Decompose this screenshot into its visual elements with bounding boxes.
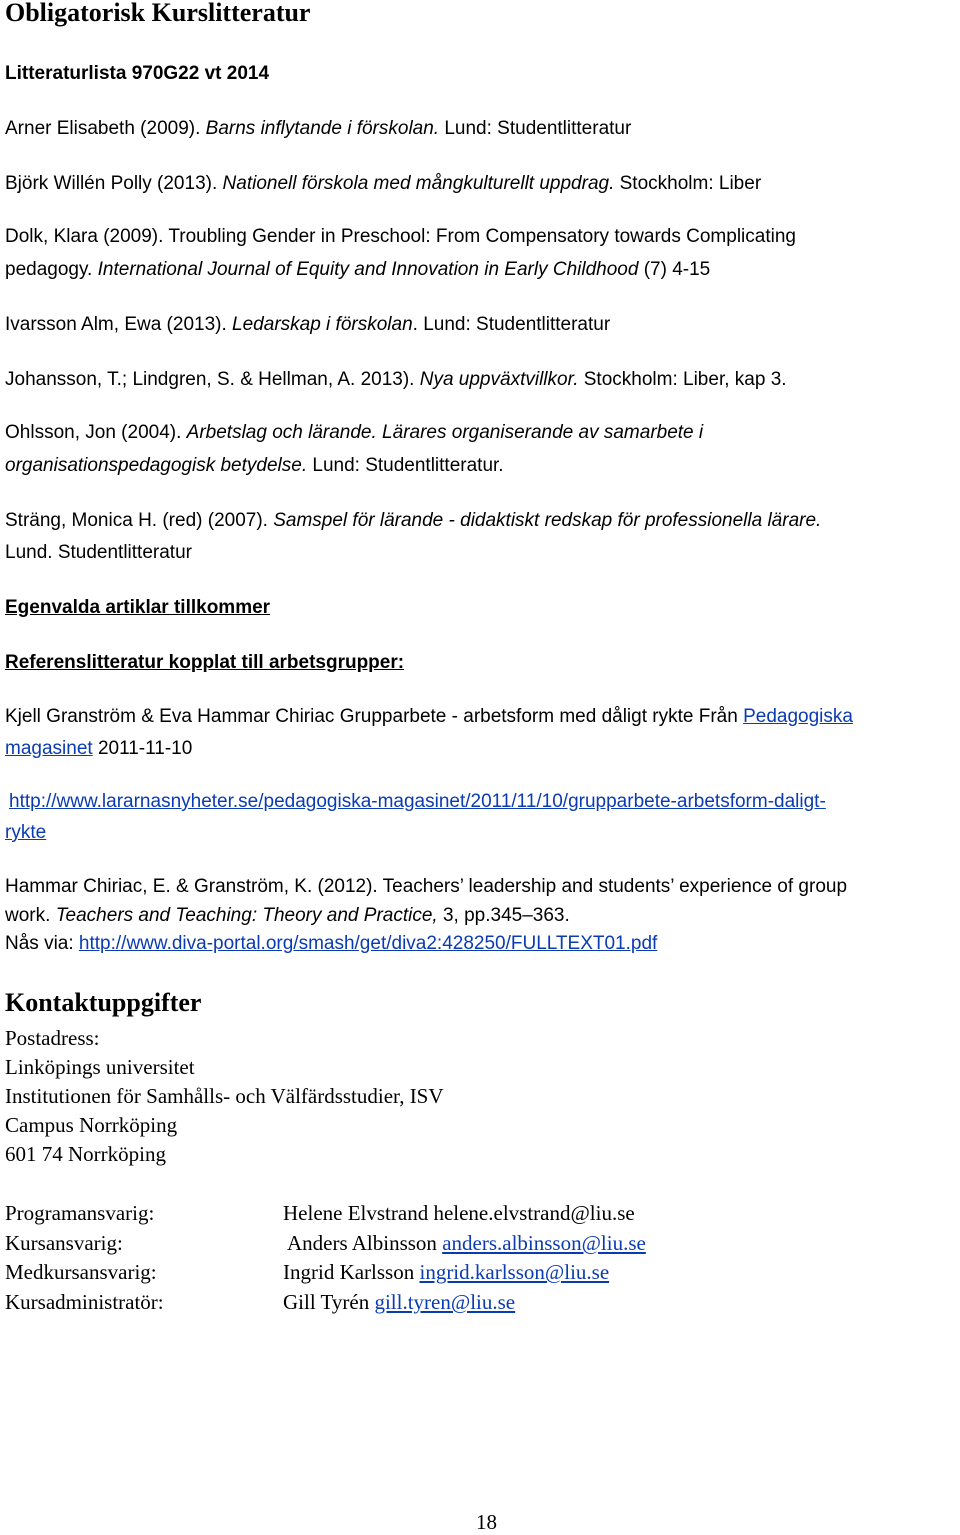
ref-strang-line1 — [5, 506, 821, 536]
ref-text: Lund: Studentlitteratur. — [307, 455, 504, 476]
ref-date: 2011-11-10 — [92, 738, 193, 759]
role-admin: Kursadministratör: — [5, 1290, 164, 1314]
ref-dolk-line2 — [5, 255, 710, 285]
ref-text: Ohlsson, Jon (2004). — [5, 422, 187, 443]
ref-hammar-via — [5, 929, 657, 959]
pedagogiska-magasinet-link[interactable]: Pedagogiska — [743, 706, 853, 727]
address-postcode: 601 74 Norrköping — [5, 1142, 166, 1166]
contact-heading: Kontaktuppgifter — [5, 988, 202, 1017]
ref-text: (7) 4-15 — [638, 259, 711, 280]
person-admin — [283, 1290, 515, 1315]
referens-heading: Referenslitteratur kopplat till arbetsgrupper: — [5, 652, 405, 673]
email-link[interactable]: anders.albinsson@liu.se — [442, 1231, 646, 1255]
person-kurs — [287, 1231, 646, 1256]
ref-granstrom-line1 — [5, 702, 853, 732]
diva-portal-link[interactable]: http://www.diva-portal.org/smash/get/diva2:428250/FULLTEXT01.pdf — [78, 933, 658, 954]
ref-bjork — [5, 169, 761, 199]
page-title: Obligatorisk Kurslitteratur — [5, 0, 311, 27]
ref-arner — [5, 114, 631, 144]
lararnas-nyheter-link[interactable]: http://www.lararnasnyheter.se/pedagogiska-magasinet/2011/11/10/grupparbete-arbetsform-daligt- — [9, 791, 826, 812]
ref-text: Stockholm: Liber — [614, 173, 762, 194]
ref-title: Nya uppväxtvillkor. — [419, 369, 579, 390]
ref-text: . Lund: Studentlitteratur — [412, 314, 611, 335]
ref-hammar-line2 — [5, 901, 570, 931]
role-program: Programansvarig: — [5, 1201, 155, 1225]
person-name: Gill Tyrén — [283, 1290, 375, 1314]
pedagogiska-magasinet-link[interactable]: magasinet — [5, 738, 93, 759]
lararnas-nyheter-link[interactable]: rykte — [5, 822, 47, 843]
ref-text: Johansson, T.; Lindgren, S. & Hellman, A. 2013). — [5, 369, 420, 390]
person-name: Ingrid Karlsson — [283, 1260, 420, 1284]
ref-text: Lund: Studentlitteratur — [439, 118, 632, 139]
ref-title: Arbetslag och lärande. Lärares organiserande av samarbete i — [186, 422, 704, 443]
role-kurs: Kursansvarig: — [5, 1231, 123, 1255]
ref-text: Stockholm: Liber, kap 3. — [578, 369, 787, 390]
list-heading: Litteraturlista 970G22 vt 2014 — [5, 63, 270, 84]
ref-ivarsson — [5, 310, 610, 340]
ref-dolk-line1: Dolk, Klara (2009). Troubling Gender in Preschool: From Compensatory towards Complicating — [5, 226, 796, 247]
ref-johansson — [5, 365, 787, 395]
ref-text: work. — [5, 905, 56, 926]
email-link[interactable]: gill.tyren@liu.se — [374, 1290, 516, 1314]
ref-text: 3, pp.345–363. — [437, 905, 570, 926]
granstrom-url-line1 — [9, 787, 826, 817]
ref-title: Barns inflytande i förskolan. — [205, 118, 440, 139]
ref-journal: International Journal of Equity and Innovation in Early Childhood — [97, 259, 639, 280]
person-medkurs — [283, 1260, 609, 1285]
ref-text: pedagogy. — [5, 259, 98, 280]
ref-text: Ivarsson Alm, Ewa (2013). — [5, 314, 233, 335]
ref-text: Sträng, Monica H. (red) (2007). — [5, 510, 274, 531]
granstrom-url-line2 — [5, 818, 46, 848]
ref-ohlsson-line2 — [5, 451, 504, 481]
address-label: Postadress: — [5, 1026, 100, 1050]
person-name: Helene Elvstrand helene.elvstrand@liu.se — [283, 1201, 635, 1225]
person-program — [283, 1201, 635, 1226]
ref-title: Nationell förskola med mångkulturellt uppdrag. — [222, 173, 615, 194]
person-name: Anders Albinsson — [287, 1231, 443, 1255]
egenvalda-heading: Egenvalda artiklar tillkommer — [5, 597, 271, 618]
ref-journal: Teachers and Teaching: Theory and Practice, — [55, 905, 438, 926]
ref-granstrom-line2 — [5, 734, 192, 764]
email-link[interactable]: ingrid.karlsson@liu.se — [419, 1260, 610, 1284]
ref-ohlsson-line1 — [5, 418, 703, 448]
address-campus: Campus Norrköping — [5, 1113, 178, 1137]
ref-title: organisationspedagogisk betydelse. — [5, 455, 308, 476]
ref-strang-line2: Lund. Studentlitteratur — [5, 542, 192, 563]
page-number: 18 — [476, 1510, 497, 1534]
ref-hammar-line1: Hammar Chiriac, E. & Granström, K. (2012). Teachers’ leadership and students’ experience of group — [5, 876, 848, 897]
ref-text: Kjell Granström & Eva Hammar Chiriac Grupparbete - arbetsform med dåligt rykte Från — [5, 706, 744, 727]
address-institution: Institutionen för Samhålls- och Välfärdsstudier, ISV — [5, 1084, 444, 1108]
address-university: Linköpings universitet — [5, 1055, 195, 1079]
via-colon: : — [68, 933, 79, 954]
ref-text: Björk Willén Polly (2013). — [5, 173, 223, 194]
ref-title: Samspel för lärande - didaktiskt redskap för professionella lärare. — [273, 510, 822, 531]
role-medkurs: Medkursansvarig: — [5, 1260, 157, 1284]
ref-title: Ledarskap i förskolan — [232, 314, 413, 335]
via-label: Nås via — [5, 933, 69, 954]
ref-text: Arner Elisabeth (2009). — [5, 118, 206, 139]
